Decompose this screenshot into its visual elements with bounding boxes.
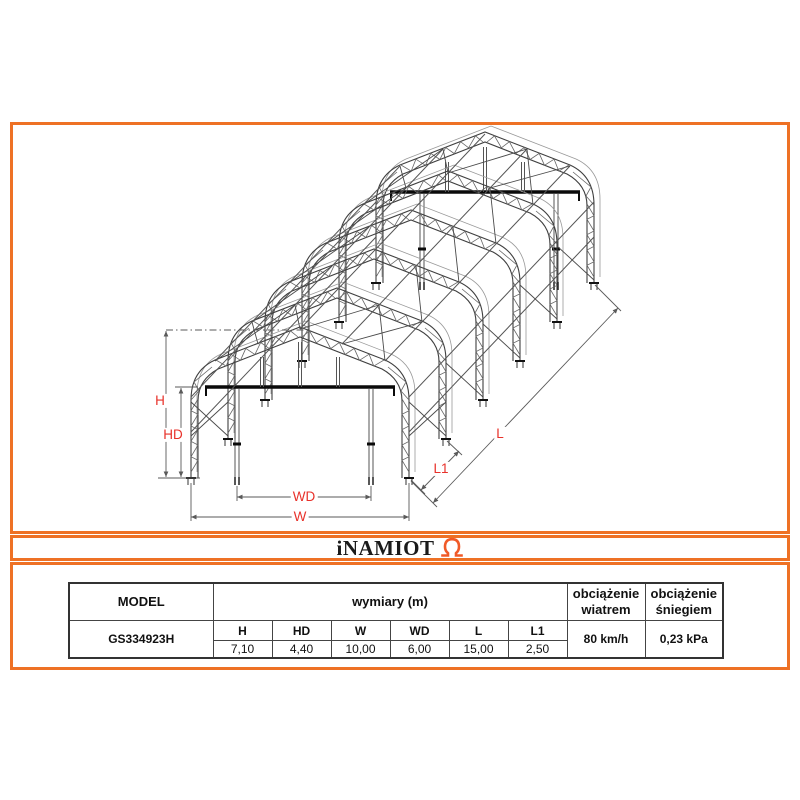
dim-col-hd: HD: [272, 621, 331, 641]
dim-col-l1: L1: [508, 621, 567, 641]
dim-col-w: W: [331, 621, 390, 641]
dim-value-wd: 6,00: [390, 641, 449, 659]
dim-label-l1: L1: [433, 460, 449, 476]
dim-label-hd: HD: [163, 426, 183, 442]
logo-band: [10, 535, 790, 561]
spec-table: [68, 582, 724, 659]
wind-load-header: obciążenie wiatrem: [567, 583, 645, 621]
dim-value-w: 10,00: [331, 641, 390, 659]
dim-value-l: 15,00: [449, 641, 508, 659]
drawing-panel: [10, 122, 790, 534]
dims-header: wymiary (m): [213, 583, 567, 621]
dim-col-l: L: [449, 621, 508, 641]
dim-label-wd: WD: [292, 488, 316, 504]
dim-value-hd: 4,40: [272, 641, 331, 659]
tent-icon: [440, 536, 464, 558]
dim-value-h: 7,10: [213, 641, 272, 659]
table-panel: [10, 562, 790, 670]
structure-drawing: [13, 125, 787, 531]
dim-label-h: H: [155, 392, 165, 408]
snow-load-header: obciążenie śniegiem: [645, 583, 723, 621]
logo-text: iNAMIOT: [336, 535, 435, 560]
model-header: MODEL: [69, 583, 213, 621]
dim-col-h: H: [213, 621, 272, 641]
dim-value-l1: 2,50: [508, 641, 567, 659]
dim-label-w: W: [293, 508, 307, 524]
dim-label-l: L: [496, 425, 504, 441]
snow-load-value: 0,23 kPa: [645, 621, 723, 659]
dim-col-wd: WD: [390, 621, 449, 641]
wind-load-value: 80 km/h: [567, 621, 645, 659]
model-value: GS334923H: [69, 621, 213, 659]
